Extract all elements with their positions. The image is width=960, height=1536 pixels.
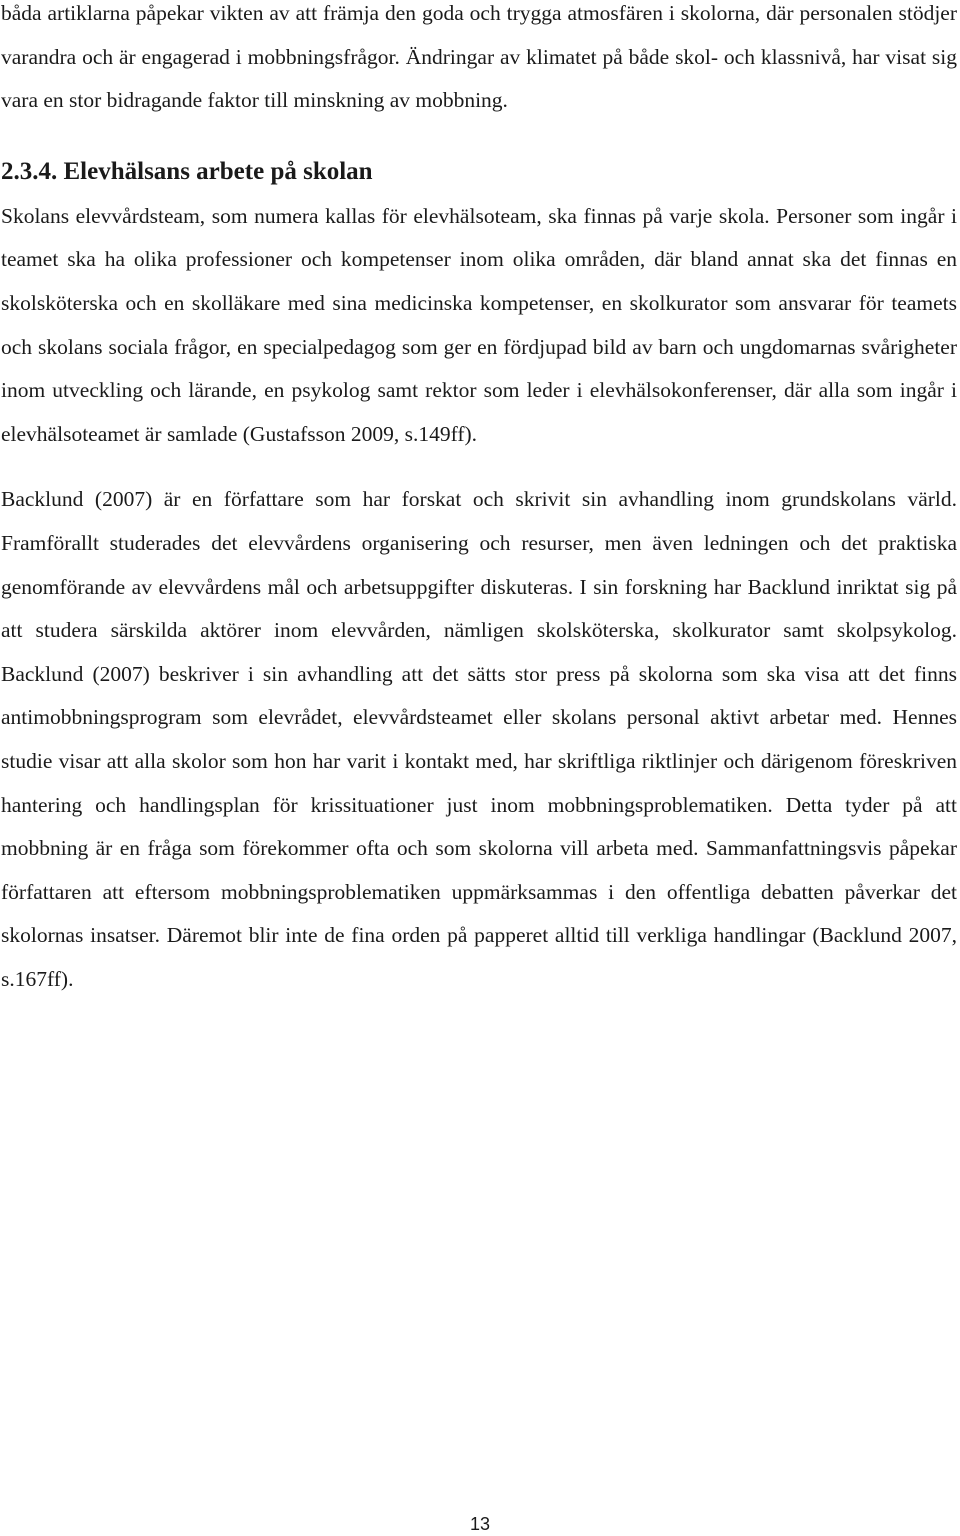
page-number: 13 (469, 1514, 491, 1534)
body-paragraph-intro: båda artiklarna påpekar vikten av att främja den goda och trygga atmosfären i skolorna, där personalen stödjer varandra och är engagerad i mobbningsfrågor. Ändringar av klimatet på både skol- och klassnivå, har visat sig vara en stor bidragande faktor till minskning av mobbning. (1, 1, 957, 113)
body-paragraph-backlund: Backlund (2007) är en författare som har forskat och skrivit sin avhandling inom grundskolans värld. Framförallt studerades det elevvårdens organisering och resurser, men även ledningen och det praktiska genomförande av elevvårdens mål och arbetsuppgifter diskuteras. I sin forskning har Backlund inriktat sig på att studera särskilda aktörer inom elevvården, nämligen skolsköterska, skolkurator samt skolpsykolog. Backlund (2007) beskriver i sin avhandling att det sätts stor press på skolorna som ska visa att det finns antimobbningsprogram som elevrådet, elevvårdsteamet eller skolans personal aktivt arbetar med. Hennes studie visar att alla skolor som hon har varit i kontakt med, har skriftliga riktlinjer och därigenom föreskriven hantering och handlingsplan för krissituationer just inom mobbningsproblematiken. Detta tyder på att mobbning är en fråga som förekommer ofta och som skolorna vill arbeta med. Sammanfattningsvis påpekar författaren att eftersom mobbningsproblematiken uppmärksammas i den offentliga debatten påverkar det skolornas insatser. Däremot blir inte de fina orden på papperet alltid till verkliga handlingar (Backlund 2007, s.167ff). (1, 487, 957, 991)
body-paragraph-elevhalsoteam: Skolans elevvårdsteam, som numera kallas för elevhälsoteam, ska finnas på varje skola. Personer som ingår i teamet ska ha olika professioner och kompetenser inom olika områden, där bland annat ska det finnas en skolsköterska och en skolläkare med sina medicinska kompetenser, en skolkurator som ansvarar för teamets och skolans sociala frågor, en specialpedagog som ger en fördjupad bild av barn och ungdomarnas svårigheter inom utveckling och lärande, en psykolog samt rektor som leder i elevhälsokonferenser, där alla som ingår i elevhälsoteamet är samlade (Gustafsson 2009, s.149ff). (1, 203, 957, 446)
page-content (1, 0, 957, 1001)
section-heading: 2.3.4. Elevhälsans arbete på skolan (1, 157, 373, 185)
